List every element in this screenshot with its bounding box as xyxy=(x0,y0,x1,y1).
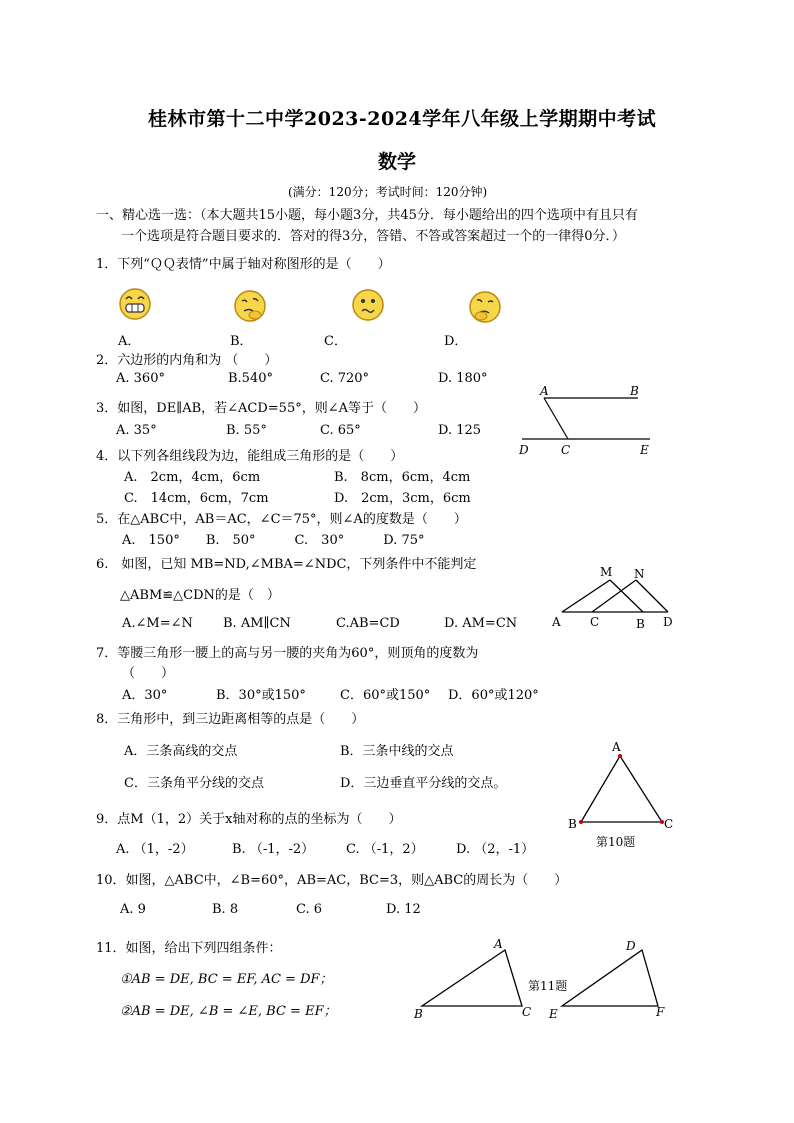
q11-caption: 第11题 xyxy=(528,979,568,993)
section1-instructions-line1: 一、精心选一选：（本大题共15小题，每小题3分，共45分．每小题给出的四个选项中有且只有 xyxy=(96,208,638,223)
q3-stem: 3．如图，DE∥AB，若∠ACD=55°，则∠A等于（ ） xyxy=(96,401,426,416)
thinking-face-icon xyxy=(233,289,267,323)
q10-option-d: D. 12 xyxy=(386,902,421,917)
label-b: B xyxy=(568,817,577,831)
q5-options: A. 150° B. 50° C. 30° D. 75° xyxy=(122,533,425,548)
q7-option-c: C．60°或150° xyxy=(340,688,431,703)
q9-option-b: B. （-1，-2） xyxy=(232,842,315,857)
label-c: C xyxy=(590,615,600,629)
q10-option-a: A. 9 xyxy=(120,902,146,917)
q3-option-d: D. 125 xyxy=(438,423,482,438)
q1-option-b: B． xyxy=(230,334,253,349)
q8-option-b: B．三条中线的交点 xyxy=(340,744,454,759)
q6-stem: 6. 如图，已知 MB=ND,∠MBA=∠NDC，下列条件中不能判定 xyxy=(96,557,477,572)
line-ac xyxy=(544,398,568,439)
q1-option-a: A． xyxy=(118,334,141,349)
q1-option-c: C． xyxy=(324,334,347,349)
q11-condition-2: ②AB = DE, ∠B = ∠E, BC = EF； xyxy=(120,1004,337,1019)
q8-option-d: D．三边垂直平分线的交点。 xyxy=(340,776,507,791)
q2-option-c: C. 720° xyxy=(320,371,370,386)
q5-stem: 5．在△ABC中，AB＝AC，∠C＝75°，则∠A的度数是（ ） xyxy=(96,512,467,527)
q4-option-a: A. 2cm，4cm，6cm xyxy=(124,470,261,485)
confused-face-icon xyxy=(351,288,385,322)
label-b: B xyxy=(414,1007,423,1021)
q9-option-d: D. （2，-1） xyxy=(456,842,535,857)
q7-paren: （ ） xyxy=(122,666,175,681)
label-a: A xyxy=(494,937,503,951)
grin-face-icon xyxy=(118,287,152,321)
q9-option-c: C. （-1，2） xyxy=(346,842,424,857)
q3-figure xyxy=(510,380,660,460)
q1-option-d: D． xyxy=(444,334,468,349)
label-d: D xyxy=(519,443,529,457)
q10-caption: 第10题 xyxy=(596,835,636,849)
q7-option-a: A．30° xyxy=(122,688,168,703)
label-c: C xyxy=(561,443,571,457)
q7-stem: 7．等腰三角形一腰上的高与另一腰的夹角为60°，则顶角的度数为 xyxy=(96,646,479,661)
q6-option-a: A.∠M=∠N xyxy=(122,616,193,631)
subject-title: 数学 xyxy=(378,151,417,173)
q4-option-b: B. 8cm，6cm，4cm xyxy=(334,470,471,485)
section1-instructions-line2: 一个选项是符合题目要求的．答对的得3分，答错、不答或答案超过一个的一律得0分．） xyxy=(121,229,626,244)
q6-stem-2: △ABM≌△CDN的是（ ） xyxy=(120,588,280,603)
label-a: A xyxy=(612,740,621,754)
q10-option-b: B. 8 xyxy=(212,902,239,917)
q3-option-a: A. 35° xyxy=(116,423,157,438)
label-e: E xyxy=(640,443,649,457)
q1-stem: 1．下列“ＱＱ表情”中属于轴对称图形的是（ ） xyxy=(96,257,391,272)
q2-option-b: B.540° xyxy=(228,371,273,386)
label-d: D xyxy=(626,939,636,953)
label-a: A xyxy=(552,615,561,629)
label-b: B xyxy=(636,617,645,631)
q11-condition-1: ①AB = DE, BC = EF, AC = DF； xyxy=(120,972,333,987)
q2-option-d: D. 180° xyxy=(438,371,488,386)
thinking-face-icon xyxy=(468,290,502,324)
exam-title: 桂林市第十二中学2023-2024学年八年级上学期期中考试 xyxy=(148,108,657,130)
q9-option-a: A. （1，-2） xyxy=(116,842,194,857)
label-e: E xyxy=(549,1007,558,1021)
q6-figure xyxy=(548,562,680,634)
exam-meta: (满分：120分；考试时间：120分钟) xyxy=(288,185,488,199)
label-f: F xyxy=(656,1005,665,1019)
q4-option-c: C. 14cm，6cm，7cm xyxy=(124,491,269,506)
label-n: N xyxy=(634,567,645,581)
q7-option-d: D．60°或120° xyxy=(448,688,539,703)
label-d: D xyxy=(663,615,673,629)
q4-option-d: D. 2cm，3cm，6cm xyxy=(334,491,471,506)
label-a: A xyxy=(540,384,549,398)
label-c: C xyxy=(522,1005,532,1019)
q11-figure xyxy=(408,932,678,1024)
label-b: B xyxy=(630,384,639,398)
q3-option-b: B. 55° xyxy=(226,423,267,438)
q8-stem: 8．三角形中，到三边距离相等的点是（ ） xyxy=(96,712,365,727)
q3-option-c: C. 65° xyxy=(320,423,361,438)
q8-option-c: C．三条角平分线的交点 xyxy=(124,776,264,791)
q10-figure xyxy=(562,738,682,854)
q6-option-b: B. AM∥CN xyxy=(223,616,291,631)
q6-option-d: D. AM=CN xyxy=(444,616,518,631)
label-c: C xyxy=(664,817,674,831)
q2-option-a: A. 360° xyxy=(116,371,165,386)
q6-option-c: C.AB=CD xyxy=(336,616,400,631)
label-m: M xyxy=(600,565,613,579)
q11-stem: 11．如图，给出下列四组条件： xyxy=(96,941,282,956)
q10-option-c: C. 6 xyxy=(296,902,323,917)
q4-stem: 4．以下列各组线段为边，能组成三角形的是（ ） xyxy=(96,449,404,464)
q10-stem: 10．如图，△ABC中，∠B=60°，AB=AC，BC=3，则△ABC的周长为（ ） xyxy=(96,873,568,888)
q2-stem: 2．六边形的内角和为 （ ） xyxy=(96,353,278,368)
q7-option-b: B．30°或150° xyxy=(216,688,306,703)
q9-stem: 9．点M（1，2）关于x轴对称的点的坐标为（ ） xyxy=(96,812,402,827)
q8-option-a: A．三条高线的交点 xyxy=(124,744,238,759)
